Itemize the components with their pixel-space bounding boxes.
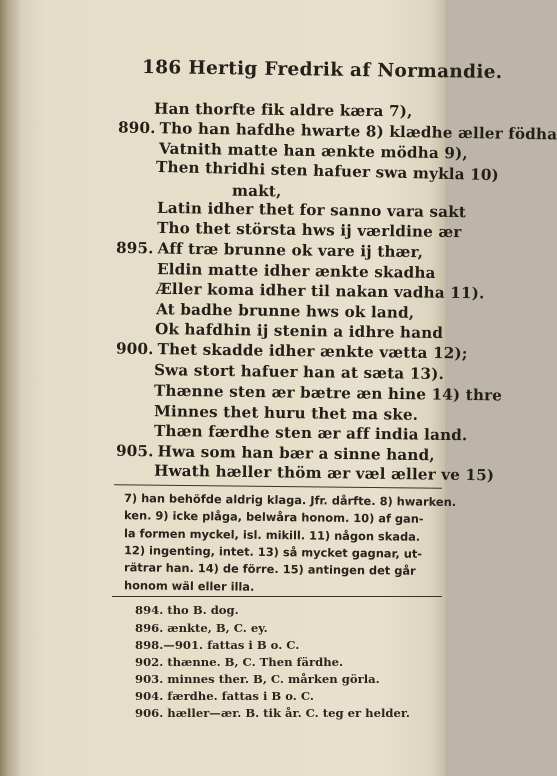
verse-line: Hwath hæller thöm ær væl æller ve 15) [153, 461, 495, 485]
verse-line: Eldin matte idher ænkte skadha [156, 260, 436, 282]
verse-line: Swa stort hafuer han at sæta 13). [153, 361, 445, 384]
footnote-line: rätrar han. 14) de förre. 15) antingen det går [123, 560, 416, 578]
footnote-line: honom wäl eller illa. [123, 578, 255, 594]
running-header: 186 Hertig Fredrik af Normandie. [141, 57, 503, 84]
footnote-line: 12) ingenting, intet. 13) så mycket gagnar, ut- [123, 543, 423, 561]
verse-line: Thæn færdhe sten ær aff india land. [153, 421, 468, 445]
verse-line: Vatnith matte han ænkte mödha 9), [158, 139, 468, 163]
footnote-line: 7) han behöfde aldrig klaga. Jfr. dårfte. 8) hwarken. [123, 490, 457, 510]
verse-line: At badhe brunne hws ok land, [155, 300, 415, 322]
variant-line: 906. hæller—ær. B. tik år. C. teg er helder. [135, 706, 410, 720]
footnote-rule [114, 484, 442, 488]
variant-line: 904. færdhe. fattas i B o. C. [135, 689, 314, 703]
variant-line: 902. thænne. B, C. Then färdhe. [135, 655, 344, 669]
verse-line: Latin idher thet for sanno vara sakt [156, 198, 467, 222]
verse-line: Ok hafdhin ij stenin a idhre hand [154, 320, 444, 343]
verse-line: Æller koma idher til nakan vadha 11). [155, 279, 485, 303]
variants-rule [112, 596, 442, 597]
verse-line: Tho thet största hws ij værldine ær [156, 218, 462, 242]
verse-line: makt, [231, 181, 282, 201]
footnote-line: la formen myckel, isl. mikill. 11) någon skada. [123, 526, 421, 544]
verse-line: 900. Thet skadde idher ænkte vætta 12); [115, 339, 468, 363]
verse-line: 905. Hwa som han bær a sinne hand, [115, 441, 435, 465]
verse-line: Han thorfte fik aldre kæra 7), [153, 99, 413, 121]
verse-line: Minnes thet huru thet ma ske. [153, 402, 419, 424]
variant-line: 898.—901. fattas i B o. C. [135, 638, 300, 652]
verse-line: 890. Tho han hafdhe hwarte 8) klædhe æller födha [117, 118, 557, 144]
verse-line: 895. Aff træ brunne ok vare ij thær, [115, 238, 424, 262]
verse-line: Thænne sten ær bætre æn hine 14) thre [153, 381, 503, 405]
variant-line: 903. minnes ther. B, C. mårken görla. [135, 672, 380, 686]
variant-line: 894. tho B. dog. [135, 603, 239, 617]
variant-line: 896. ænkte, B, C. ey. [135, 621, 268, 635]
footnote-line: ken. 9) icke plåga, belwåra honom. 10) af gan- [123, 508, 424, 526]
verse-line: Then thridhi sten hafuer swa mykla 10) [155, 157, 500, 185]
